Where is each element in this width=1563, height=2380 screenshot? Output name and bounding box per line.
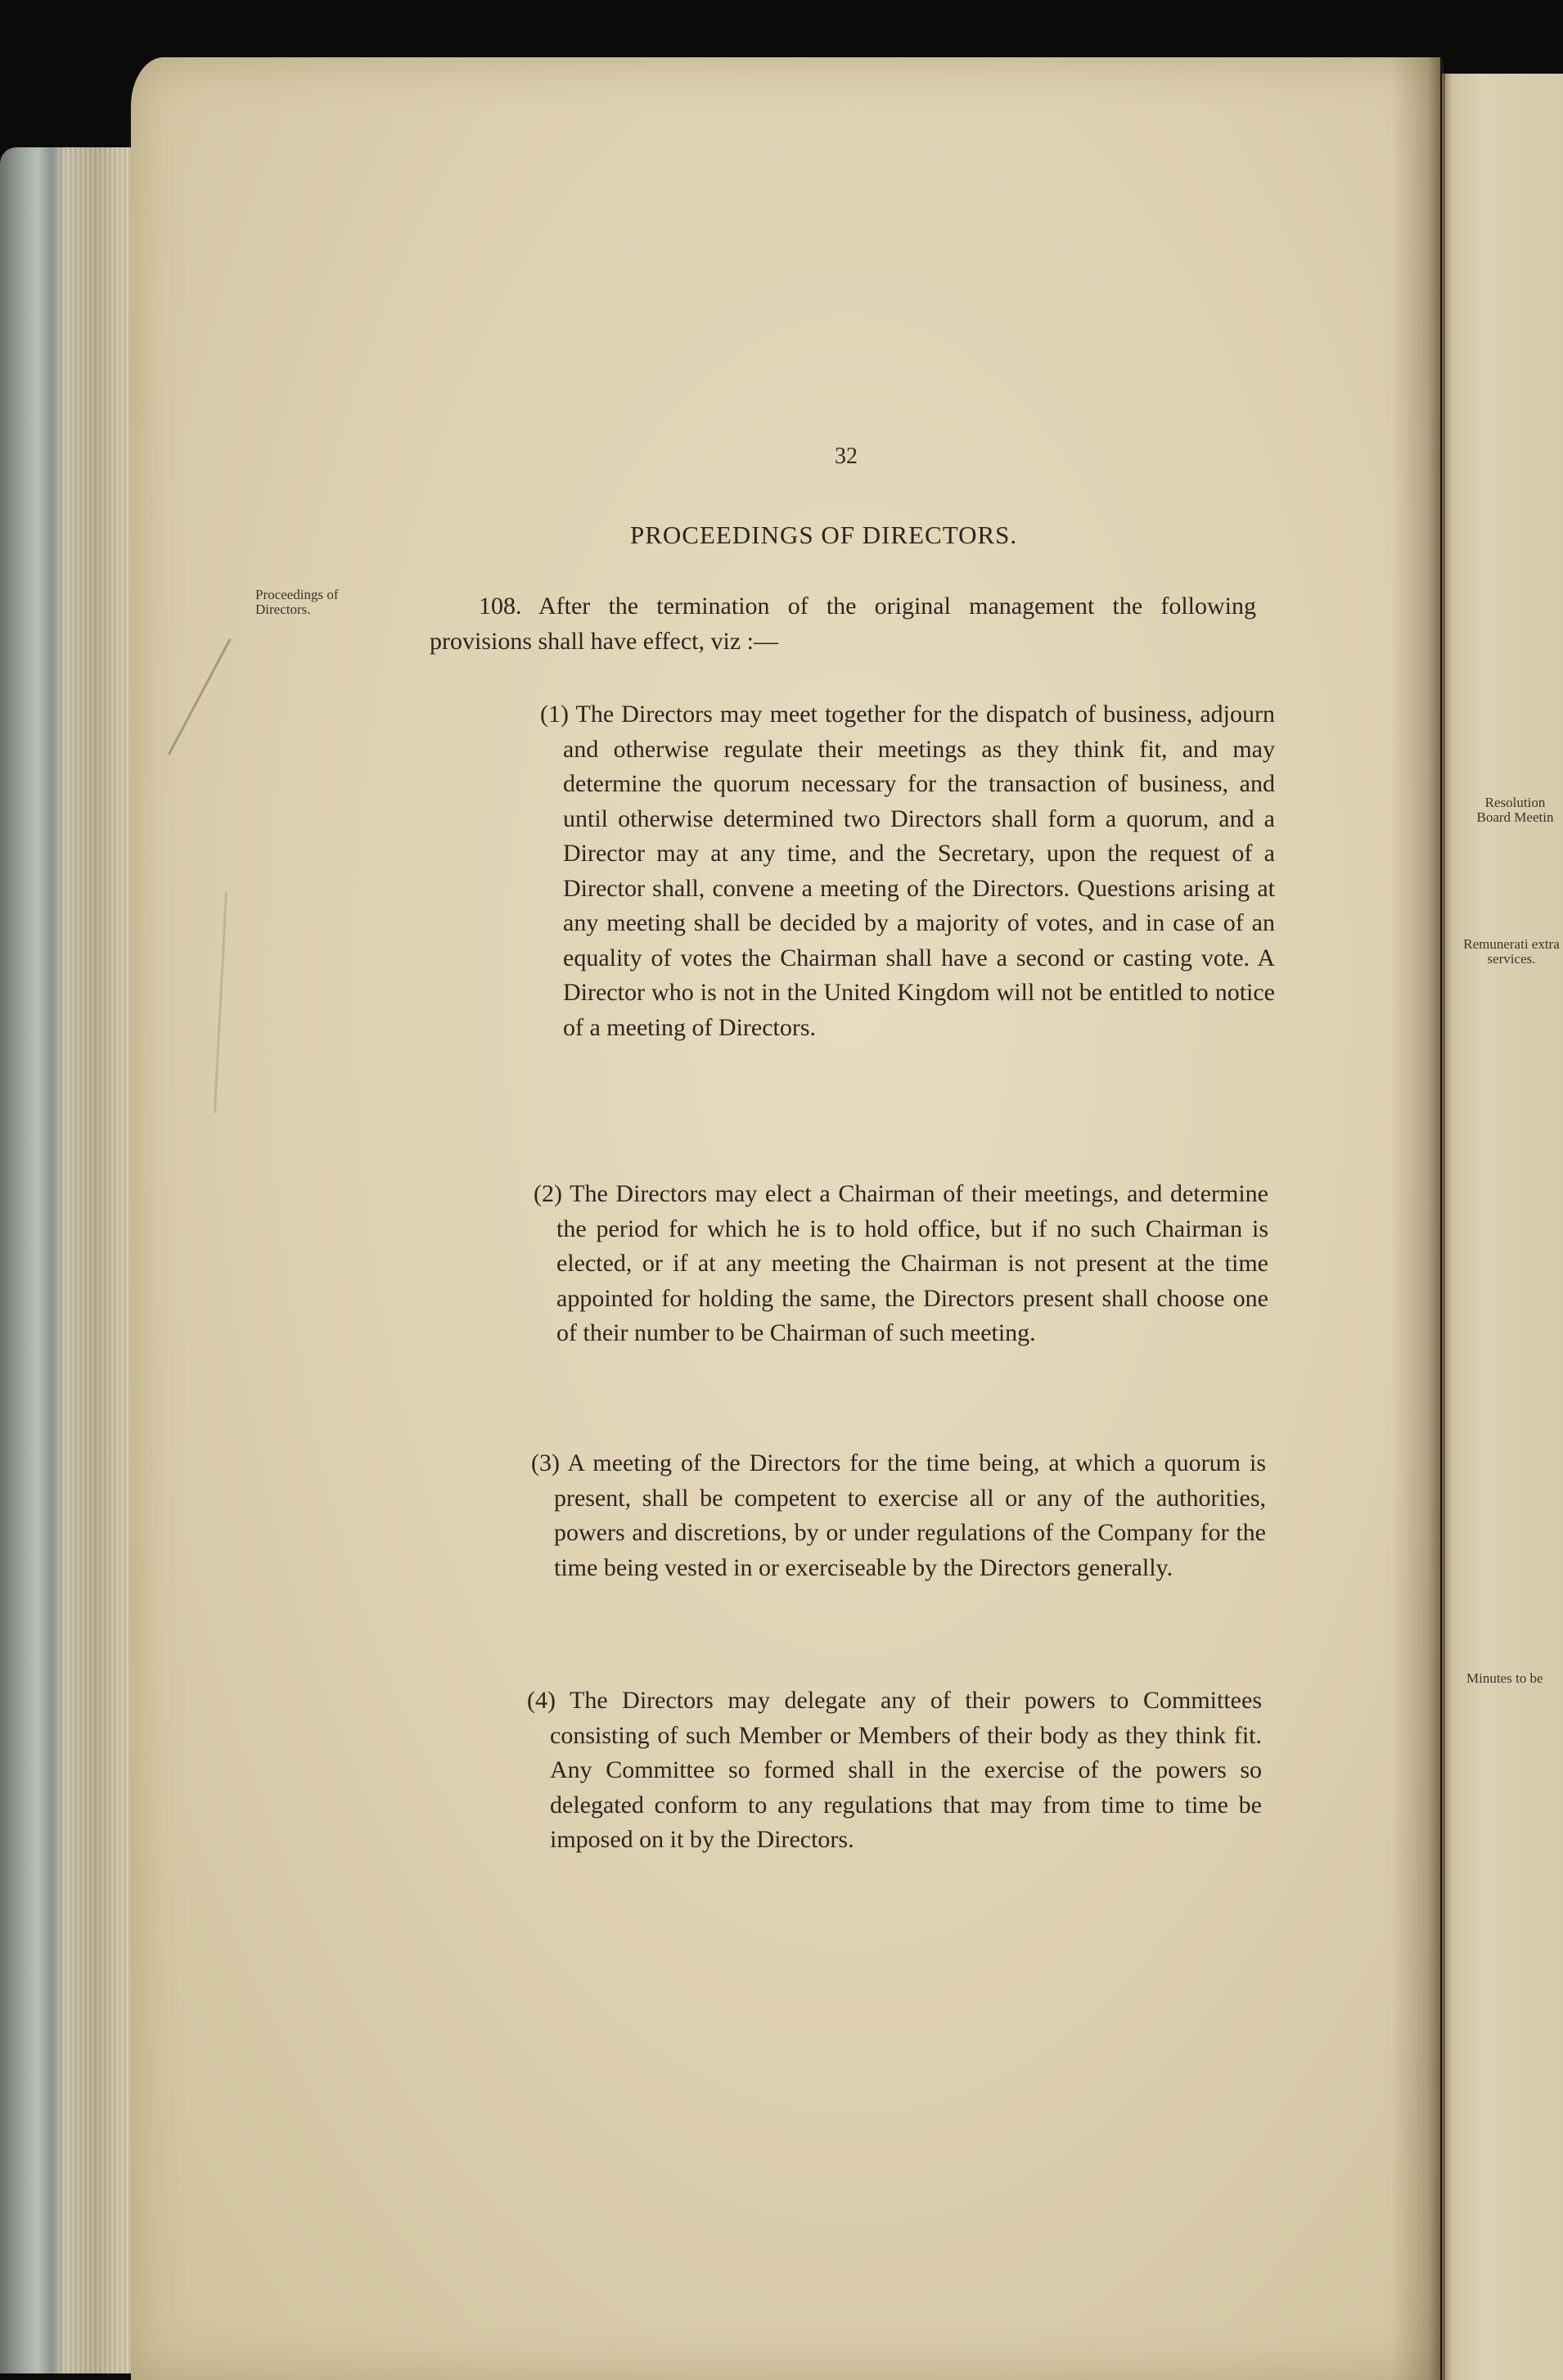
clause-text: A meeting of the Directors for the time being, at which a quorum is present, shall be competent to exercise all or any of the authorities, powers and discretions, by or under regulations of the Company for the time being vested in or exerciseable by the Directors generally. — [554, 1449, 1266, 1581]
clause-1 — [540, 697, 1275, 1045]
clause-number: (2) — [534, 1180, 562, 1207]
page-title: PROCEEDINGS OF DIRECTORS. — [630, 521, 1018, 549]
clause-3 — [531, 1446, 1266, 1585]
clause-number: (3) — [531, 1449, 560, 1476]
page-number: 32 — [835, 444, 858, 469]
margin-note-left: Proceedings of Directors. — [255, 587, 339, 617]
clause-text: The Directors may meet together for the dispatch of business, adjourn and otherwise regulate their meetings as they think fit, and may determine the quorum necessary for the transaction of business, and until otherwise determined two Directors shall form a quorum, and a Director may at any time, and the Secretary, upon the request of a Director shall, convene a meeting of the Directors. Questions arising at any meeting shall be decided by a majority of votes, and in case of an equality of votes the Chairman shall have a second or casting vote. A Director who is not in the United Kingdom will not be entitled to notice of a meeting of Directors. — [563, 701, 1275, 1041]
clause-text: The Directors may elect a Chairman of their meetings, and determine the period for which he is to hold office, but if no such Chairman is elected, or if at any meeting the Chairman is not present at the time appointed for holding the same, the Directors present shall choose one of their number to be Chairman of such meeting. — [556, 1180, 1268, 1346]
gutter-shadow — [1391, 57, 1444, 2380]
clause-number: (4) — [527, 1687, 556, 1714]
facing-page — [1442, 74, 1563, 2380]
margin-note-minutes: Minutes to be — [1466, 1671, 1543, 1686]
clause-text: The Directors may delegate any of their powers to Committees consisting of such Member or Members of their body as they think fit. Any Committee so formed shall in the exercise of the powers so delegated conform to any regulations that may from time to time be imposed on it by the Directors. — [550, 1687, 1262, 1853]
clause-number: (1) — [540, 701, 569, 728]
section-intro: 108. After the termination of the original management the following provisions shall have effect, viz :— — [430, 593, 1256, 655]
clause-2 — [534, 1177, 1268, 1351]
clause-4 — [527, 1684, 1262, 1858]
margin-note-resolution: Resolution Board Meetin — [1476, 796, 1554, 825]
margin-note-remuneration: Remunerati extra services. — [1463, 937, 1560, 967]
